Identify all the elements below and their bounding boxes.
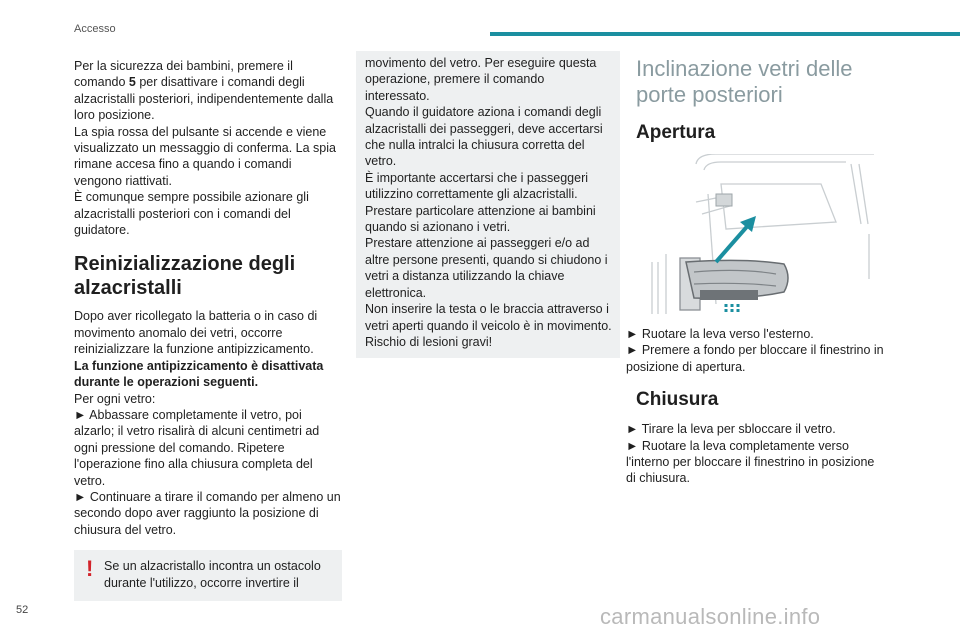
- warning-continued-text: movimento del vetro. Per eseguire questa operazione, premere il comando interessato.: [365, 56, 597, 103]
- warning-box-continued: [356, 51, 620, 358]
- intro-paragraph: Per la sicurezza dei bambini, premere il comando 5 per disattivare i comandi degli alzacristalli posteriori, indipendentemente dalla loro posizione.: [74, 59, 334, 123]
- column-left: [74, 58, 342, 601]
- section-label: Accesso: [74, 23, 116, 35]
- column-middle: [356, 51, 620, 358]
- closing-heading: Chiusura: [636, 389, 719, 411]
- rear-window-latch-illustration: [646, 154, 874, 314]
- reset-bold-note: La funzione antipizzicamento è disattivata durante le operazioni seguenti.: [74, 358, 324, 390]
- warning-box: [74, 550, 342, 601]
- remote-close-caution-text: Prestare attenzione ai passeggeri e/o ad altre persone presenti, quando si chiudono i vetri a distanza utilizzando la chiave elettronica.: [365, 236, 608, 300]
- reset-step-2: ► Continuare a tirare il comando per almeno un secondo dopo aver raggiunto la posizione di chiusura del vetro.: [74, 489, 341, 537]
- column-right: [626, 56, 886, 487]
- closing-step-1: ► Tirare la leva per sbloccare il vetro.: [626, 422, 836, 437]
- reset-paragraph: Dopo aver ricollegato la batteria o in caso di movimento anomalo dei vetri, occorre reinizializzare la funzione antipizzicamento.: [74, 309, 318, 357]
- section-heading: Inclinazione vetri delle porte posteriori: [636, 56, 853, 107]
- exclamation-icon: !: [86, 556, 94, 582]
- opening-heading: Apertura: [636, 122, 716, 143]
- command-number: 5: [128, 75, 136, 90]
- warning-text: Se un alzacristallo incontra un ostacolo durante l'utilizzo, occorre invertire il: [104, 559, 321, 590]
- opening-step-2: ► Premere a fondo per bloccare il finestrino in posizione di apertura.: [626, 343, 884, 374]
- reset-heading: Reinizializzazione degli alzacristalli: [74, 253, 296, 300]
- reset-step-1: ► Abbassare completamente il vetro, poi alzarlo; il vetro risalirà di alcuni centimetri ad ogni pressione del comando. Ripetere l'operazione fino alla chiusura completa del vetro.: [74, 407, 320, 488]
- each-window-label: Per ogni vetro:: [74, 391, 156, 406]
- passenger-check-text: È importante accertarsi che i passeggeri utilizzino correttamente gli alzacristalli.: [365, 170, 589, 202]
- warning-light-paragraph: La spia rossa del pulsante si accende e viene visualizzato un messaggio di conferma. La spia rimane accesa fino a quando i comandi vengono riattivati.: [74, 124, 336, 188]
- page-number: 52: [16, 604, 29, 616]
- injury-warning-text: Non inserire la testa o le braccia attraverso i vetri aperti quando il veicolo è in movimento. Rischio di lesioni gravi!: [365, 302, 612, 349]
- driver-controls-paragraph: È comunque sempre possibile azionare gli alzacristalli posteriori con i comandi del guidatore.: [74, 190, 309, 238]
- header-rule: [490, 32, 960, 36]
- opening-step-1: ► Ruotare la leva verso l'esterno.: [626, 327, 814, 341]
- driver-check-text: Quando il guidatore aziona i comandi degli alzacristalli dei passeggeri, deve accertarsi che nulla intralci la chiusura corretta del vetro.: [365, 105, 603, 169]
- closing-step-2: ► Ruotare la leva completamente verso l'interno per bloccare il finestrino in posizione di chiusura.: [626, 438, 875, 486]
- watermark: carmanualsonline.info: [600, 604, 821, 629]
- children-caution-text: Prestare particolare attenzione ai bambini quando si azionano i vetri.: [365, 203, 596, 235]
